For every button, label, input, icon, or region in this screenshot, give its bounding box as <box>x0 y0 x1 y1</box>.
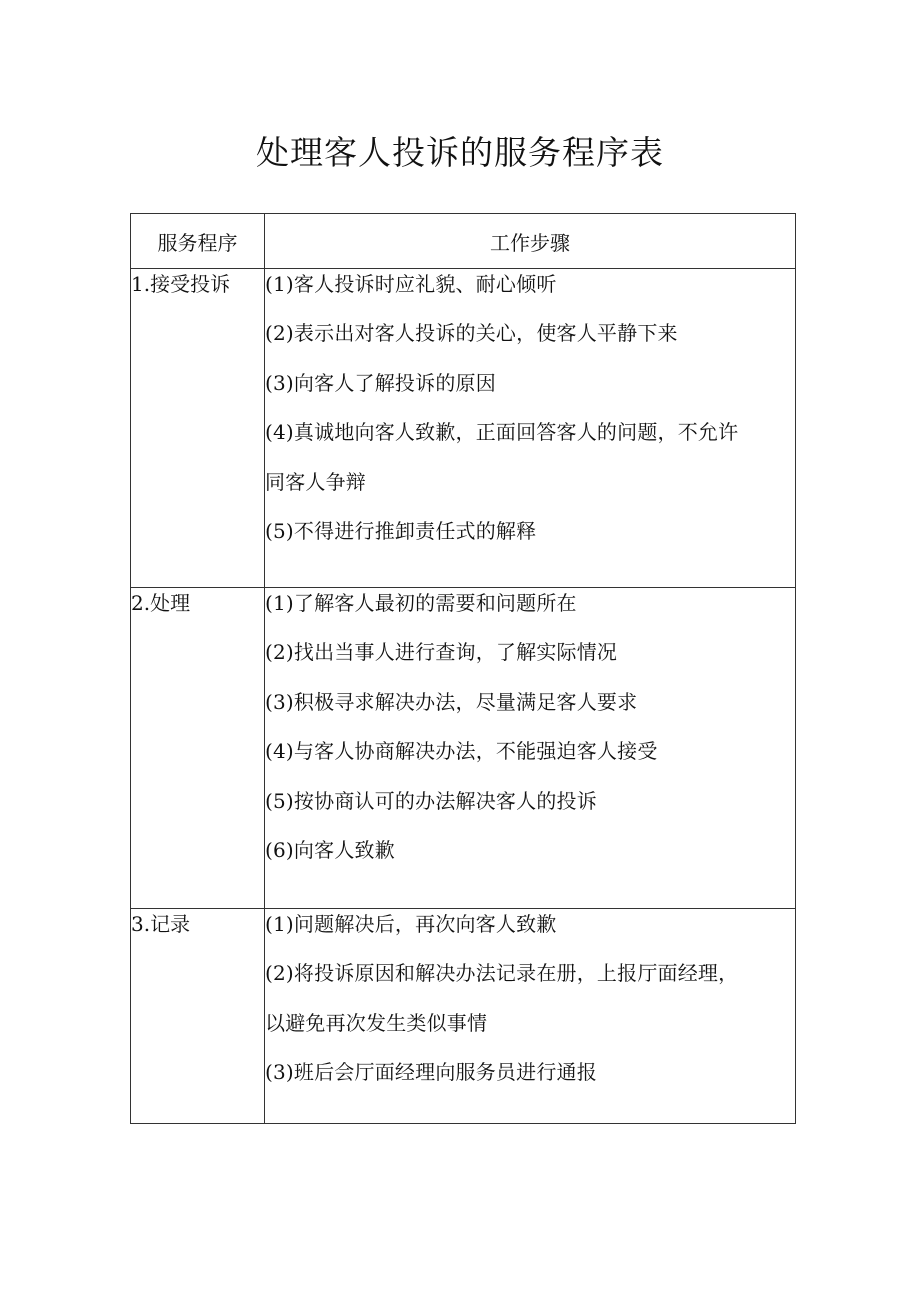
detail-line: 以避免再次发生类似事情 <box>265 1010 488 1035</box>
step-details <box>265 588 796 909</box>
detail-line: 同客人争辩 <box>265 469 366 494</box>
step-name: 2.处理 <box>131 588 265 909</box>
detail-line: (2)表示出对客人投诉的关心，使客人平静下来 <box>265 321 678 345</box>
table-row <box>131 909 796 1124</box>
step-details <box>265 269 796 588</box>
detail-line: (3)班后会厅面经理向服务员进行通报 <box>265 1060 597 1084</box>
detail-line: (1)问题解决后，再次向客人致歉 <box>265 912 557 936</box>
step-name: 3.记录 <box>131 909 265 1124</box>
page-title: 处理客人投诉的服务程序表 <box>256 133 664 172</box>
detail-line: (1)客人投诉时应礼貌、耐心倾听 <box>265 272 557 296</box>
detail-line: (3)向客人了解投诉的原因 <box>265 370 496 395</box>
step-details <box>265 909 796 1124</box>
header-service-procedure: 服务程序 <box>131 214 265 269</box>
table-header-row <box>131 214 796 269</box>
step-name: 1.接受投诉 <box>131 269 265 588</box>
detail-line: (6)向客人致歉 <box>265 838 395 862</box>
detail-line: (4)真诚地向客人致歉，正面回答客人的问题，不允许 <box>265 420 739 444</box>
detail-line: (2)将投诉原因和解决办法记录在册，上报厅面经理， <box>265 961 739 985</box>
detail-line: (1)了解客人最初的需要和问题所在 <box>265 591 577 615</box>
service-procedure-table <box>130 213 796 1124</box>
header-work-steps: 工作步骤 <box>265 214 796 269</box>
detail-line: (2)找出当事人进行查询，了解实际情况 <box>265 640 618 664</box>
table-row <box>131 588 796 909</box>
detail-line: (3)积极寻求解决办法，尽量满足客人要求 <box>265 689 638 714</box>
detail-line: (5)不得进行推卸责任式的解释 <box>265 519 537 543</box>
table-row <box>131 269 796 588</box>
detail-line: (4)与客人协商解决办法，不能强迫客人接受 <box>265 739 658 763</box>
detail-line: (5)按协商认可的办法解决客人的投诉 <box>265 788 597 813</box>
